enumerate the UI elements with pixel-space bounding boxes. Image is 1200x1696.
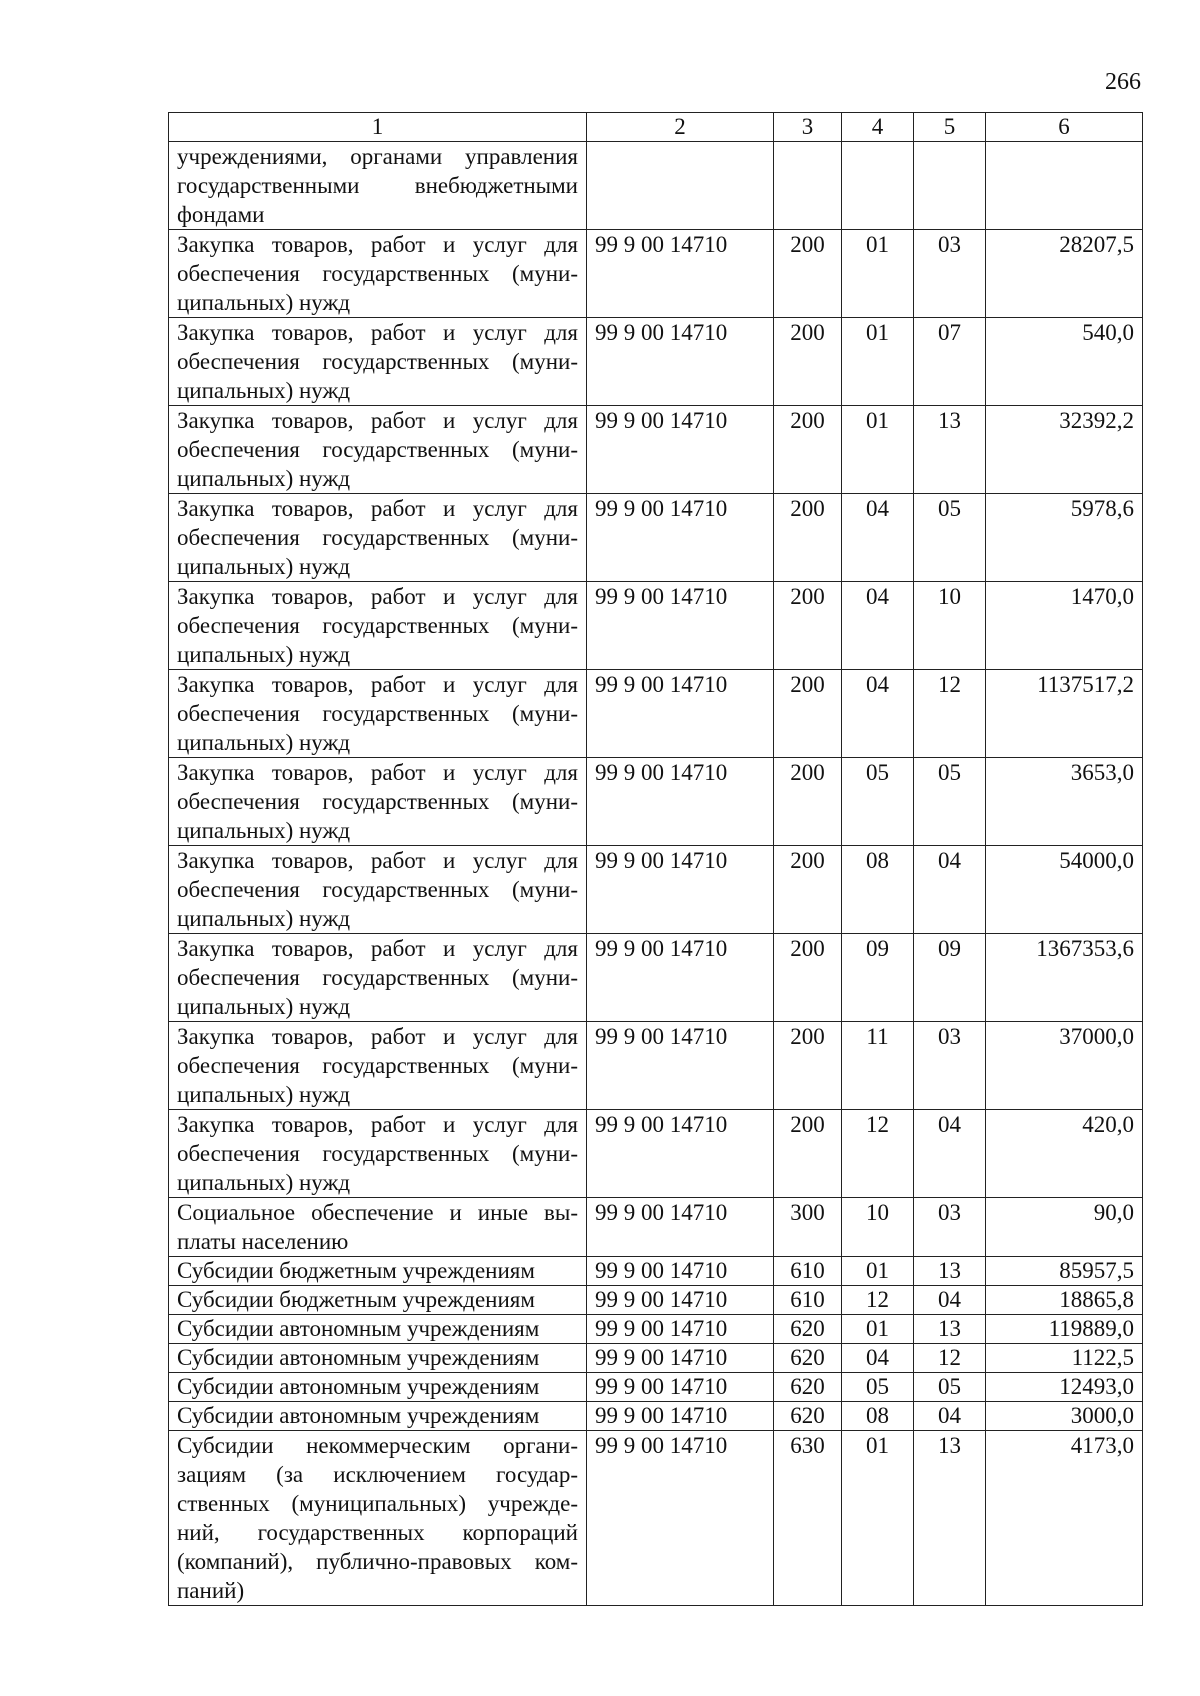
row-name-cell: Закупка товаров, работ и услуг для обеспечения государственных (муни-ципальных) нужд	[169, 318, 587, 406]
row-section-cell: 01	[842, 1315, 914, 1344]
row-section-cell: 10	[842, 1198, 914, 1257]
row-subsection-cell: 05	[914, 758, 986, 846]
row-amount-cell: 119889,0	[986, 1315, 1143, 1344]
row-subsection-cell: 12	[914, 1344, 986, 1373]
row-expense-type-cell: 630	[774, 1431, 842, 1606]
row-name-cell: Закупка товаров, работ и услуг для обеспечения государственных (муни-ципальных) нужд	[169, 1022, 587, 1110]
row-expense-type-cell: 200	[774, 670, 842, 758]
table-row	[169, 494, 1143, 582]
table-row	[169, 1022, 1143, 1110]
row-target-code-cell: 99 9 00 14710	[587, 318, 774, 406]
row-target-code-cell: 99 9 00 14710	[587, 934, 774, 1022]
row-section-cell: 11	[842, 1022, 914, 1110]
row-target-code-cell: 99 9 00 14710	[587, 758, 774, 846]
row-target-code-cell: 99 9 00 14710	[587, 1257, 774, 1286]
row-target-code-cell: 99 9 00 14710	[587, 582, 774, 670]
table-row	[169, 1315, 1143, 1344]
row-target-code-cell: 99 9 00 14710	[587, 1315, 774, 1344]
row-name-cell: Закупка товаров, работ и услуг для обеспечения государственных (муни-ципальных) нужд	[169, 1110, 587, 1198]
row-subsection-cell: 13	[914, 1257, 986, 1286]
row-section-cell: 09	[842, 934, 914, 1022]
row-target-code-cell: 99 9 00 14710	[587, 1022, 774, 1110]
table-row	[169, 758, 1143, 846]
table-row	[169, 1257, 1143, 1286]
row-name-cell: Закупка товаров, работ и услуг для обеспечения государственных (муни-ципальных) нужд	[169, 230, 587, 318]
page-number: 266	[1105, 69, 1141, 95]
row-subsection-cell: 04	[914, 846, 986, 934]
table-row	[169, 1110, 1143, 1198]
table-row	[169, 1198, 1143, 1257]
table-row	[169, 670, 1143, 758]
row-expense-type-cell: 200	[774, 318, 842, 406]
row-amount-cell: 37000,0	[986, 1022, 1143, 1110]
row-subsection-cell: 03	[914, 230, 986, 318]
row-name-cell: Закупка товаров, работ и услуг для обеспечения государственных (муни-ципальных) нужд	[169, 758, 587, 846]
row-target-code-cell: 99 9 00 14710	[587, 1110, 774, 1198]
row-section-cell: 12	[842, 1286, 914, 1315]
row-target-code-cell: 99 9 00 14710	[587, 1402, 774, 1431]
row-section-cell: 01	[842, 1431, 914, 1606]
row-expense-type-cell: 200	[774, 934, 842, 1022]
row-expense-type-cell: 620	[774, 1402, 842, 1431]
row-section-cell: 04	[842, 582, 914, 670]
row-name-cell: Закупка товаров, работ и услуг для обеспечения государственных (муни-ципальных) нужд	[169, 670, 587, 758]
row-target-code-cell: 99 9 00 14710	[587, 670, 774, 758]
row-amount-cell: 18865,8	[986, 1286, 1143, 1315]
row-amount-cell: 420,0	[986, 1110, 1143, 1198]
row-subsection-cell: 03	[914, 1198, 986, 1257]
row-section-cell: 05	[842, 758, 914, 846]
header-col-4: 4	[842, 113, 914, 142]
row-section-cell: 08	[842, 1402, 914, 1431]
row-expense-type-cell: 200	[774, 582, 842, 670]
row-name-cell: Закупка товаров, работ и услуг для обеспечения государственных (муни-ципальных) нужд	[169, 846, 587, 934]
row-expense-type-cell: 610	[774, 1257, 842, 1286]
header-col-6: 6	[986, 113, 1143, 142]
header-row	[169, 113, 1143, 142]
table-row	[169, 406, 1143, 494]
row-name-cell: учреждениями, органами управления государственными внебюджетными фондами	[169, 142, 587, 230]
row-name-cell: Закупка товаров, работ и услуг для обеспечения государственных (муни-ципальных) нужд	[169, 934, 587, 1022]
row-expense-type-cell: 620	[774, 1344, 842, 1373]
row-name-cell: Закупка товаров, работ и услуг для обеспечения государственных (муни-ципальных) нужд	[169, 582, 587, 670]
row-target-code-cell: 99 9 00 14710	[587, 1373, 774, 1402]
row-amount-cell: 1367353,6	[986, 934, 1143, 1022]
row-section-cell: 01	[842, 1257, 914, 1286]
row-expense-type-cell: 200	[774, 846, 842, 934]
row-target-code-cell: 99 9 00 14710	[587, 1198, 774, 1257]
row-subsection-cell: 04	[914, 1110, 986, 1198]
table-row	[169, 1344, 1143, 1373]
row-amount-cell: 54000,0	[986, 846, 1143, 934]
row-name-cell: Субсидии бюджетным учреждениям	[169, 1257, 587, 1286]
row-section-cell: 08	[842, 846, 914, 934]
row-section-cell: 04	[842, 494, 914, 582]
row-expense-type-cell: 200	[774, 230, 842, 318]
row-section-cell: 01	[842, 318, 914, 406]
row-expense-type-cell: 620	[774, 1315, 842, 1344]
row-subsection-cell: 13	[914, 1431, 986, 1606]
row-target-code-cell	[587, 142, 774, 230]
row-amount-cell: 1137517,2	[986, 670, 1143, 758]
row-amount-cell: 4173,0	[986, 1431, 1143, 1606]
row-amount-cell: 12493,0	[986, 1373, 1143, 1402]
row-target-code-cell: 99 9 00 14710	[587, 846, 774, 934]
row-amount-cell: 85957,5	[986, 1257, 1143, 1286]
row-subsection-cell	[914, 142, 986, 230]
row-section-cell: 12	[842, 1110, 914, 1198]
table-row	[169, 1402, 1143, 1431]
row-amount-cell: 540,0	[986, 318, 1143, 406]
row-section-cell	[842, 142, 914, 230]
row-subsection-cell: 05	[914, 1373, 986, 1402]
row-target-code-cell: 99 9 00 14710	[587, 1286, 774, 1315]
row-target-code-cell: 99 9 00 14710	[587, 406, 774, 494]
row-amount-cell: 1122,5	[986, 1344, 1143, 1373]
table-row	[169, 1373, 1143, 1402]
row-target-code-cell: 99 9 00 14710	[587, 230, 774, 318]
row-amount-cell	[986, 142, 1143, 230]
row-target-code-cell: 99 9 00 14710	[587, 1431, 774, 1606]
row-expense-type-cell: 300	[774, 1198, 842, 1257]
table-row	[169, 582, 1143, 670]
row-expense-type-cell: 620	[774, 1373, 842, 1402]
row-expense-type-cell: 200	[774, 494, 842, 582]
table-row	[169, 934, 1143, 1022]
row-name-cell: Субсидии некоммерческим органи-зациям (за исключением государ-ственных (муниципальных) учрежде-ний, государственных корпораций (компаний), публично-правовых ком-паний)	[169, 1431, 587, 1606]
header-col-1: 1	[169, 113, 587, 142]
row-subsection-cell: 13	[914, 406, 986, 494]
row-expense-type-cell: 200	[774, 1022, 842, 1110]
header-col-3: 3	[774, 113, 842, 142]
row-name-cell: Социальное обеспечение и иные вы-платы населению	[169, 1198, 587, 1257]
row-subsection-cell: 07	[914, 318, 986, 406]
row-expense-type-cell: 200	[774, 758, 842, 846]
row-subsection-cell: 10	[914, 582, 986, 670]
table-row	[169, 142, 1143, 230]
row-section-cell: 05	[842, 1373, 914, 1402]
row-target-code-cell: 99 9 00 14710	[587, 494, 774, 582]
row-amount-cell: 3653,0	[986, 758, 1143, 846]
table-row	[169, 1431, 1143, 1606]
row-name-cell: Субсидии автономным учреждениям	[169, 1402, 587, 1431]
table-row	[169, 1286, 1143, 1315]
row-amount-cell: 28207,5	[986, 230, 1143, 318]
row-name-cell: Закупка товаров, работ и услуг для обеспечения государственных (муни-ципальных) нужд	[169, 406, 587, 494]
row-expense-type-cell: 200	[774, 1110, 842, 1198]
row-name-cell: Субсидии бюджетным учреждениям	[169, 1286, 587, 1315]
budget-table	[168, 112, 1143, 1606]
table-row	[169, 230, 1143, 318]
row-name-cell: Субсидии автономным учреждениям	[169, 1344, 587, 1373]
row-name-cell: Субсидии автономным учреждениям	[169, 1373, 587, 1402]
row-amount-cell: 3000,0	[986, 1402, 1143, 1431]
table-body	[169, 142, 1143, 1606]
row-subsection-cell: 04	[914, 1286, 986, 1315]
row-expense-type-cell	[774, 142, 842, 230]
table-row	[169, 846, 1143, 934]
row-expense-type-cell: 200	[774, 406, 842, 494]
row-section-cell: 01	[842, 406, 914, 494]
row-amount-cell: 90,0	[986, 1198, 1143, 1257]
table-row	[169, 318, 1143, 406]
row-subsection-cell: 09	[914, 934, 986, 1022]
row-section-cell: 01	[842, 230, 914, 318]
row-section-cell: 04	[842, 1344, 914, 1373]
row-subsection-cell: 03	[914, 1022, 986, 1110]
row-subsection-cell: 04	[914, 1402, 986, 1431]
row-target-code-cell: 99 9 00 14710	[587, 1344, 774, 1373]
row-amount-cell: 1470,0	[986, 582, 1143, 670]
row-amount-cell: 32392,2	[986, 406, 1143, 494]
header-col-5: 5	[914, 113, 986, 142]
row-name-cell: Субсидии автономным учреждениям	[169, 1315, 587, 1344]
row-subsection-cell: 12	[914, 670, 986, 758]
row-subsection-cell: 05	[914, 494, 986, 582]
header-col-2: 2	[587, 113, 774, 142]
row-subsection-cell: 13	[914, 1315, 986, 1344]
row-amount-cell: 5978,6	[986, 494, 1143, 582]
row-section-cell: 04	[842, 670, 914, 758]
row-expense-type-cell: 610	[774, 1286, 842, 1315]
row-name-cell: Закупка товаров, работ и услуг для обеспечения государственных (муни-ципальных) нужд	[169, 494, 587, 582]
